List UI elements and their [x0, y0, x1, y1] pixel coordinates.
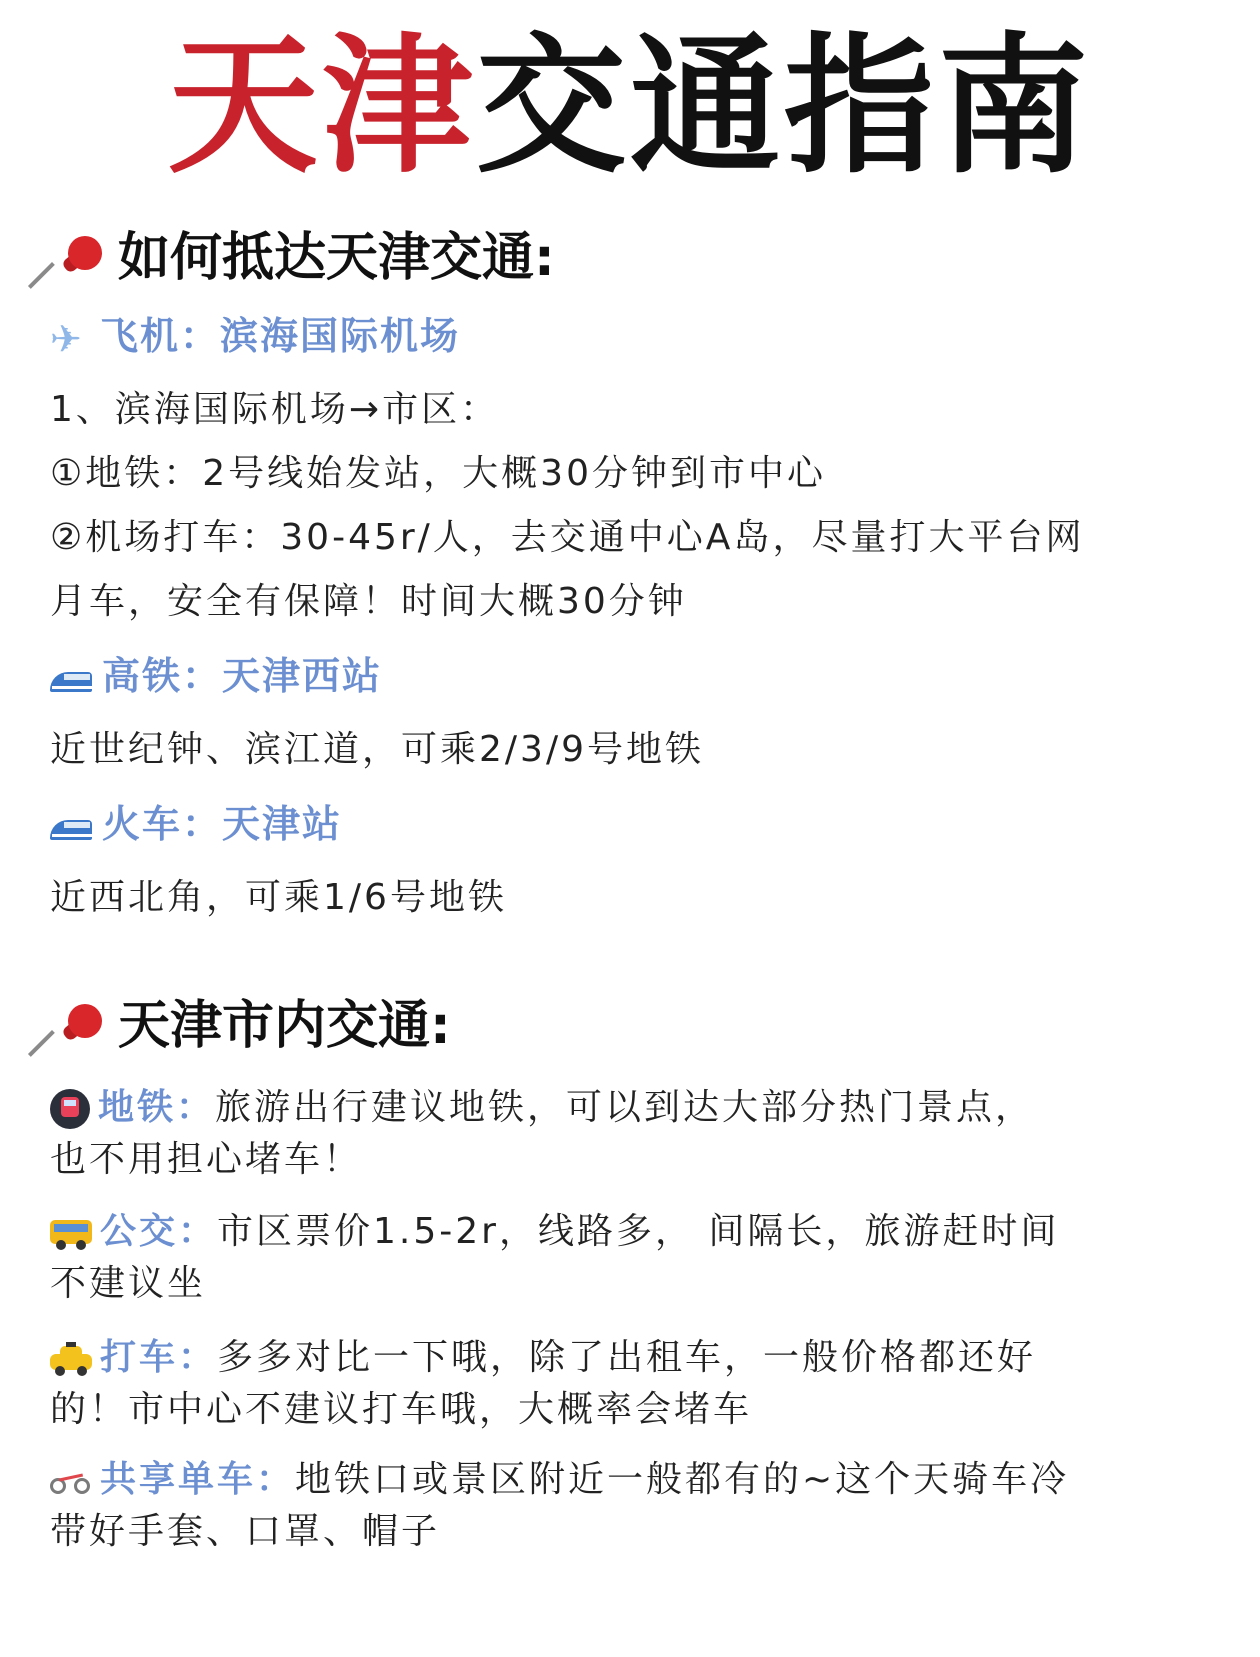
bullet-train-icon [50, 664, 94, 694]
pushpin-icon [50, 1000, 108, 1058]
route-metro: ①地铁：2号线始发站，大概30分钟到市中心 [50, 453, 826, 494]
train-desc: 近西北角，可乘1/6号地铁 [50, 877, 507, 918]
page-title [0, 22, 1260, 192]
taxi-label: 打车： [100, 1337, 218, 1378]
taxi-row [50, 1334, 1036, 1382]
bike-row [50, 1456, 1069, 1504]
section1-heading-row [50, 226, 555, 290]
pushpin-icon [50, 232, 108, 290]
hsr-row [50, 652, 382, 700]
bike-text-1: 地铁口或景区附近一般都有的~这个天骑车冷 [295, 1459, 1070, 1500]
bus-text-2: 不建议坐 [50, 1263, 207, 1304]
train-row [50, 800, 342, 848]
bus-icon [50, 1216, 92, 1250]
metro-row [50, 1084, 1034, 1132]
metro-text-1: 旅游出行建议地铁，可以到达大部分热门景点， [215, 1087, 1035, 1128]
section1-heading: 如何抵达天津交通: [118, 228, 555, 288]
bus-row [50, 1208, 1059, 1256]
title-black: 交通指南 [476, 20, 1093, 194]
bus-label: 公交： [100, 1211, 218, 1252]
hsr-desc: 近世纪钟、滨江道，可乘2/3/9号地铁 [50, 729, 704, 770]
taxi-text-1: 多多对比一下哦，除了出租车，一般价格都还好 [217, 1337, 1037, 1378]
route-taxi-a: ②机场打车：30-45r/人，去交通中心A岛，尽量打大平台网 [50, 517, 1085, 558]
metro-text-2: 也不用担心堵车！ [50, 1139, 363, 1180]
section2-heading-row [50, 994, 451, 1058]
route-taxi-b: 月车，安全有保障！时间大概30分钟 [50, 581, 687, 622]
title-red: 天津 [167, 20, 476, 194]
bullet-train-icon [50, 812, 94, 842]
hsr-label: 高铁：天津西站 [102, 654, 383, 698]
taxi-text-2: 的！市中心不建议打车哦，大概率会堵车 [50, 1389, 753, 1430]
train-label: 火车：天津站 [102, 802, 343, 846]
airplane-icon: ✈ [50, 316, 84, 361]
section2-heading: 天津市内交通: [118, 996, 451, 1056]
taxi-icon [50, 1342, 92, 1376]
bike-label: 共享单车： [100, 1459, 296, 1500]
metro-label: 地铁： [98, 1087, 216, 1128]
bike-text-2: 带好手套、口罩、帽子 [50, 1511, 441, 1552]
metro-icon [50, 1089, 90, 1129]
bus-text-1: 市区票价1.5-2r，线路多， 间隔长，旅游赶时间 [217, 1211, 1060, 1252]
bicycle-icon [50, 1464, 92, 1498]
route-title: 1、滨海国际机场→市区： [50, 389, 500, 430]
airport-row [50, 312, 460, 360]
airport-label: 飞机：滨海国际机场 [100, 314, 461, 358]
